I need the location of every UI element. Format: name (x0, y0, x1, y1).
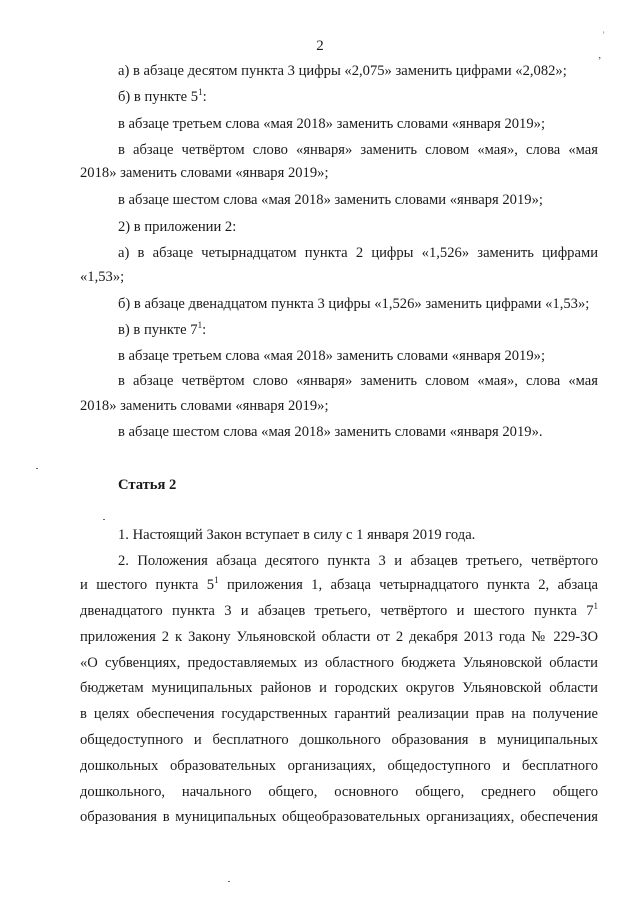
text-line: в абзаце шестом слова «мая 2018» заменить словами «января 2019»; (118, 192, 543, 208)
scan-speck (103, 519, 105, 520)
text-fragment: приложения 1, абзаца четырнадцатого пункта 2, абзаца (218, 577, 598, 593)
text-line (118, 88, 598, 106)
text-line (118, 321, 598, 339)
text-line (80, 602, 598, 620)
text-fragment: и шестого пункта 5 (80, 577, 215, 593)
scan-speck (228, 881, 230, 882)
text-line: образования в муниципальных общеобразовательных организациях, обеспечения (80, 809, 598, 825)
text-line: в абзаце шестом слова «мая 2018» заменить словами «января 2019». (118, 424, 543, 440)
margin-mark-bottom: ʼ (598, 56, 602, 67)
text-line: в абзаце четвёртом слово «января» заменить словом «мая», слова «мая (118, 373, 598, 389)
text-line: а) в абзаце десятом пункта 3 цифры «2,075» заменить цифрами «2,082»; (118, 63, 567, 79)
superscript: 1 (198, 87, 203, 97)
text-fragment: двенадцатого пункта 3 и абзацев третьего, четвёртого и шестого пункта 7 (80, 603, 594, 619)
text-fragment: б) в пункте 5 (118, 89, 199, 105)
text-line (80, 576, 598, 594)
scan-speck (36, 468, 38, 469)
text-line: в абзаце четвёртом слово «января» заменить словом «мая», слова «мая (118, 142, 598, 158)
text-line: дошкольного, начального общего, основного общего, среднего общего (80, 784, 598, 800)
page-number: 2 (316, 38, 324, 54)
superscript: 1 (593, 602, 598, 611)
text-fragment: : (202, 322, 207, 338)
text-fragment: в) в пункте 7 (118, 322, 198, 338)
article-heading: Статья 2 (118, 477, 177, 493)
text-line: 1. Настоящий Закон вступает в силу с 1 января 2019 года. (118, 527, 476, 543)
text-line: «1,53»; (80, 269, 125, 285)
text-line: 2) в приложении 2: (118, 219, 237, 235)
superscript: 1 (197, 320, 203, 330)
margin-mark-top: ʾ (602, 31, 606, 42)
superscript: 1 (214, 576, 219, 585)
text-line: бюджетам муниципальных районов и городских округов Ульяновской области (80, 680, 598, 696)
text-line: 2. Положения абзаца десятого пункта 3 и абзацев третьего, четвёртого (118, 553, 598, 569)
text-fragment: : (202, 89, 207, 105)
text-line: 2018» заменить словами «января 2019»; (80, 398, 329, 414)
text-line: общедоступного и бесплатного дошкольного образования в муниципальных (80, 732, 598, 748)
text-line: в абзаце третьем слова «мая 2018» заменить словами «января 2019»; (118, 116, 546, 132)
text-line: б) в абзаце двенадцатом пункта 3 цифры «1,526» заменить цифрами «1,53»; (118, 296, 590, 312)
text-line: в целях обеспечения государственных гарантий реализации прав на получение (80, 706, 598, 722)
text-line: «О субвенциях, предоставляемых из областного бюджета Ульяновской области (80, 655, 598, 671)
text-line: приложения 2 к Закону Ульяновской области от 2 декабря 2013 года № 229-ЗО (80, 629, 598, 645)
text-line: 2018» заменить словами «января 2019»; (80, 165, 329, 181)
text-line: в абзаце третьем слова «мая 2018» заменить словами «января 2019»; (118, 348, 546, 364)
text-line: а) в абзаце четырнадцатом пункта 2 цифры «1,526» заменить цифрами (118, 245, 598, 261)
text-line: дошкольных образовательных организациях, общедоступного и бесплатного (80, 758, 598, 774)
